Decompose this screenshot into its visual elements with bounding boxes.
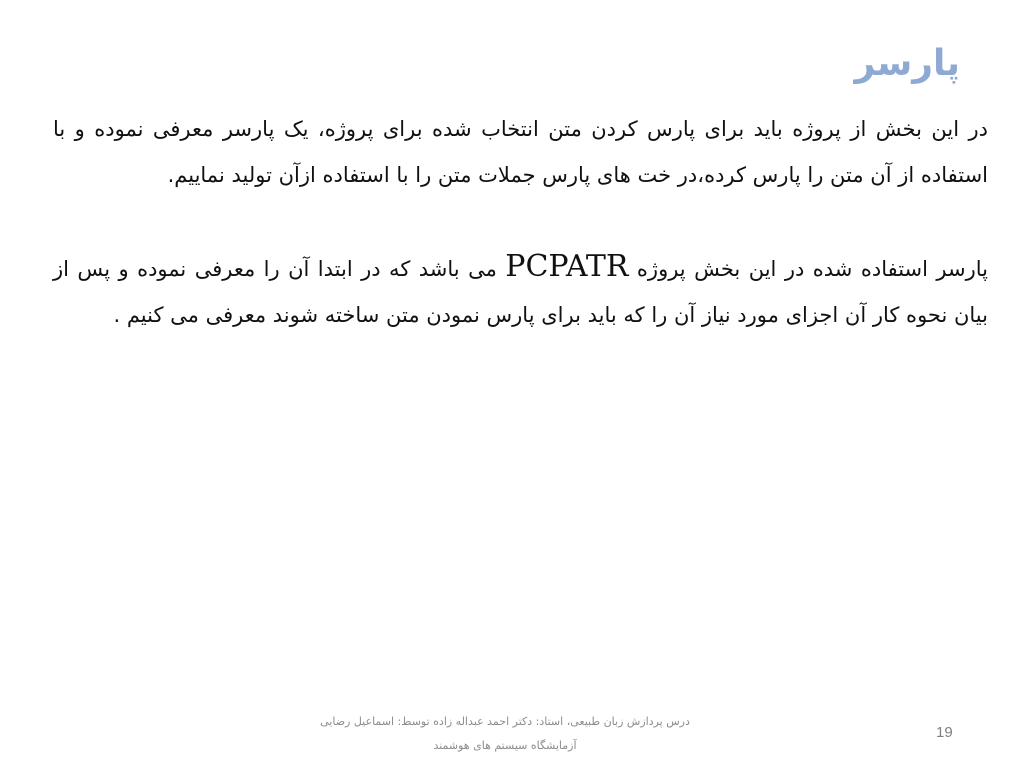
footer-lab-name: آزمایشگاه سیستم های هوشمند [433,739,577,752]
body-paragraph-1: در این بخش از پروژه باید برای پارس کردن متن انتخاب شده برای پروژه، یک پارسر معرفی نموده و با استفاده از آن متن را پارس کرده،در خت های پارس جملات متن را با استفاده ازآن تولید نماییم. [53,117,988,187]
slide-footer [270,710,740,758]
footer-course-credit: درس پردازش زبان طبیعی، استاد: دکتر احمد عبداله زاده توسط: اسماعیل رضایی [320,715,690,728]
parser-name-term: PCPATR [505,249,629,284]
slide-body [53,106,988,338]
paragraph-2-text-after: می باشد که در ابتدا آن را معرفی نموده و پس از بیان نحوه کار آن اجزای مورد نیاز آن را که باید برای پارس نمودن متن ساخته شوند معرفی می کنیم . [53,257,988,327]
body-paragraph-2 [53,244,988,338]
paragraph-2-text-before: پارسر استفاده شده در این بخش پروژه [628,257,988,281]
slide-number: 19 [936,724,953,741]
slide-title: پارسر [854,43,960,84]
